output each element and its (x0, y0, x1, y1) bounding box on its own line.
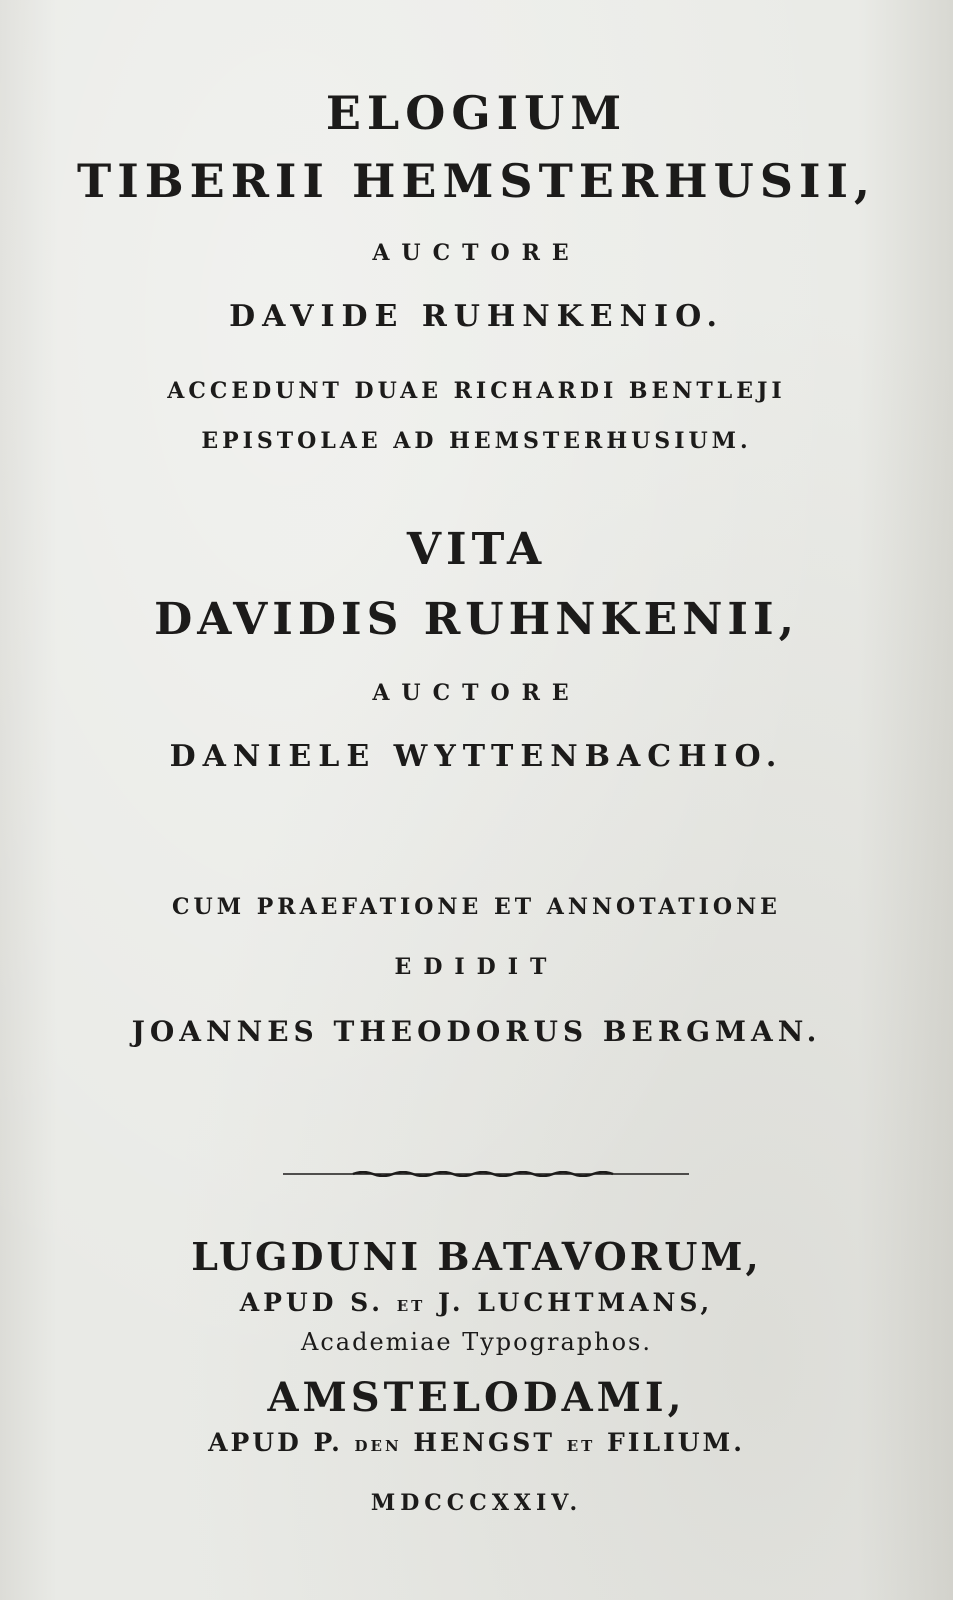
author-daniele-wyttenbachio: DANIELE WYTTENBACHIO. (169, 739, 784, 774)
author-davide-ruhnkenio: DAVIDE RUHNKENIO. (229, 299, 724, 334)
ornamental-rule (283, 1171, 689, 1177)
imprint-academiae-typographos: Academiae Typographos. (301, 1328, 652, 1356)
imprint-year: MDCCCXXIV. (370, 1490, 583, 1516)
title-elogium: ELOGIUM (325, 86, 628, 140)
edidit-label: EDIDIT (394, 954, 559, 980)
editor-bergman: JOANNES THEODORUS BERGMAN. (131, 1015, 822, 1048)
accedunt-line-2: EPISTOLAE AD HEMSTERHUSIUM. (201, 428, 752, 454)
imprint-apud-den-hengst: APUD P. DEN HENGST ET FILIUM. (208, 1428, 745, 1457)
imprint-apud-luchtmans: APUD S. ET J. LUCHTMANS, (239, 1288, 714, 1317)
auctore-label-2: AUCTORE (372, 680, 581, 706)
cum-praefatione-line: CUM PRAEFATIONE ET ANNOTATIONE (172, 894, 781, 920)
imprint-lugduni-batavorum: LUGDUNI BATAVORUM, (191, 1234, 762, 1279)
auctore-label-1: AUCTORE (372, 240, 581, 266)
title-davidis-ruhnkenii: DAVIDIS RUHNKENII, (154, 594, 799, 645)
title-vita: VITA (406, 524, 547, 575)
accedunt-line-1: ACCEDUNT DUAE RICHARDI BENTLEJI (167, 378, 786, 404)
imprint-amstelodami: AMSTELODAMI, (267, 1374, 686, 1421)
title-tiberii-hemsterhusii: TIBERII HEMSTERHUSII, (77, 154, 876, 208)
